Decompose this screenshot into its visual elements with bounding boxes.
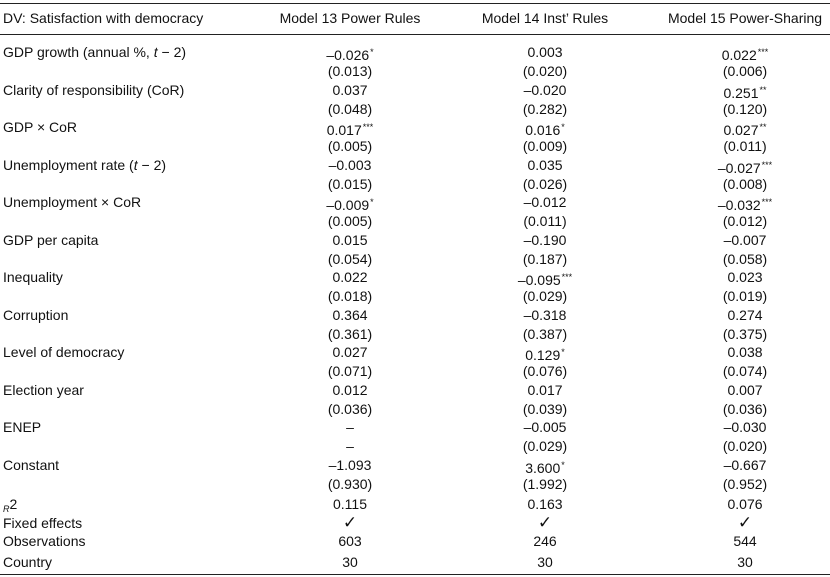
standard-error: (0.015) — [327, 176, 373, 192]
model-15-header: Model 15 Power-Sharing — [667, 10, 823, 26]
footer-value: 30 — [537, 554, 553, 570]
standard-error: (0.387) — [522, 326, 568, 342]
standard-error: (0.282) — [522, 101, 568, 117]
footer-value: 30 — [342, 554, 358, 570]
model-14-header: Model 14 Inst’ Rules — [481, 10, 609, 26]
standard-error: (0.361) — [327, 326, 373, 342]
standard-error: (0.019) — [722, 288, 768, 304]
standard-error: (0.008) — [722, 176, 768, 192]
coefficient: –0.026* — [326, 47, 374, 63]
coefficient: 0.274 — [727, 307, 763, 323]
footer-value: 0.115 — [333, 496, 367, 512]
significance-stars: *** — [761, 197, 773, 207]
coefficient: 0.129* — [525, 347, 565, 363]
standard-error: (0.375) — [722, 326, 768, 342]
coefficient: 3.600* — [525, 460, 565, 476]
coefficient: 0.017 — [527, 382, 563, 398]
coefficient: –0.009* — [326, 197, 374, 213]
coefficient: 0.027 — [332, 344, 368, 360]
standard-error: (0.036) — [327, 401, 373, 417]
standard-error: (0.187) — [522, 251, 568, 267]
footer-value: 603 — [338, 533, 362, 549]
significance-stars: *** — [561, 272, 573, 282]
row-label: Unemployment × CoR — [3, 194, 142, 210]
standard-error: (0.018) — [327, 288, 373, 304]
significance-stars: * — [370, 47, 374, 57]
row-label: Inequality — [3, 269, 63, 285]
significance-stars: *** — [761, 160, 773, 170]
footer-value: 0.163 — [527, 496, 563, 512]
coefficient: 0.012 — [332, 382, 368, 398]
footer-value: 246 — [533, 533, 557, 549]
significance-stars: ** — [759, 85, 767, 95]
coefficient: –0.012 — [523, 194, 567, 210]
standard-error: (0.071) — [327, 363, 373, 379]
row-label: Corruption — [3, 307, 69, 323]
coefficient: –0.030 — [723, 419, 767, 435]
header-rule — [0, 34, 830, 35]
row-label: GDP growth (annual %, t − 2) — [3, 44, 187, 60]
dv-header: DV: Satisfaction with democracy — [3, 10, 204, 26]
footer-label: Country — [3, 554, 53, 570]
standard-error: (1.992) — [522, 476, 568, 492]
standard-error: (0.054) — [327, 251, 373, 267]
standard-error: (0.930) — [327, 476, 373, 492]
row-label: GDP × CoR — [3, 119, 78, 135]
row-label: Constant — [3, 457, 60, 473]
significance-stars: * — [561, 122, 565, 132]
coefficient: 0.037 — [332, 82, 368, 98]
footer-label: Fixed effects — [3, 515, 83, 531]
coefficient: 0.016* — [525, 122, 565, 138]
standard-error: (0.048) — [327, 101, 373, 117]
row-label: GDP per capita — [3, 232, 99, 248]
standard-error: – — [346, 438, 354, 454]
standard-error: (0.006) — [722, 63, 768, 79]
row-label: Level of democracy — [3, 344, 125, 360]
coefficient: – — [346, 419, 354, 435]
coefficient: 0.017*** — [326, 122, 374, 138]
footer-value: 544 — [733, 533, 757, 549]
row-label: Election year — [3, 382, 84, 398]
standard-error: (0.005) — [327, 213, 373, 229]
standard-error: (0.029) — [522, 288, 568, 304]
standard-error: (0.952) — [722, 476, 768, 492]
coefficient: –0.095*** — [517, 272, 573, 288]
coefficient: –1.093 — [328, 457, 372, 473]
significance-stars: *** — [757, 47, 769, 57]
standard-error: (0.120) — [722, 101, 768, 117]
coefficient: 0.023 — [727, 269, 763, 285]
table-top-rule — [0, 3, 830, 4]
footer-value: ✓ — [342, 513, 358, 532]
footer-value: 30 — [737, 554, 753, 570]
coefficient: 0.035 — [527, 157, 563, 173]
coefficient: –0.020 — [523, 82, 567, 98]
standard-error: (0.026) — [522, 176, 568, 192]
coefficient: –0.667 — [723, 457, 767, 473]
coefficient: 0.251** — [723, 85, 767, 101]
footer-label: $_R$2 — [3, 496, 18, 514]
significance-stars: * — [561, 347, 565, 357]
coefficient: –0.032*** — [717, 197, 773, 213]
model-13-header: Model 13 Power Rules — [279, 10, 421, 26]
coefficient: 0.022 — [332, 269, 368, 285]
significance-stars: ** — [759, 122, 767, 132]
coefficient: –0.005 — [523, 419, 567, 435]
standard-error: (0.076) — [522, 363, 568, 379]
row-label: Unemployment rate (t − 2) — [3, 157, 167, 173]
standard-error: (0.020) — [722, 438, 768, 454]
table-bottom-rule — [0, 574, 830, 575]
coefficient: –0.027*** — [717, 160, 773, 176]
footer-value: ✓ — [737, 513, 753, 532]
coefficient: 0.003 — [527, 44, 563, 60]
standard-error: (0.013) — [327, 63, 373, 79]
coefficient: –0.318 — [523, 307, 567, 323]
standard-error: (0.020) — [522, 63, 568, 79]
coefficient: –0.003 — [328, 157, 372, 173]
standard-error: (0.039) — [522, 401, 568, 417]
coefficient: 0.022*** — [721, 47, 769, 63]
footer-value: 0.076 — [727, 496, 763, 512]
coefficient: –0.007 — [723, 232, 767, 248]
footer-value: ✓ — [537, 513, 553, 532]
row-label: Clarity of responsibility (CoR) — [3, 82, 185, 98]
significance-stars: *** — [362, 122, 374, 132]
coefficient: 0.007 — [727, 382, 763, 398]
standard-error: (0.005) — [327, 138, 373, 154]
coefficient: 0.038 — [727, 344, 763, 360]
coefficient: –0.190 — [523, 232, 567, 248]
standard-error: (0.029) — [522, 438, 568, 454]
standard-error: (0.058) — [722, 251, 768, 267]
coefficient: 0.015 — [332, 232, 368, 248]
standard-error: (0.012) — [722, 213, 768, 229]
coefficient: 0.364 — [332, 307, 368, 323]
standard-error: (0.011) — [723, 138, 767, 154]
coefficient: 0.027** — [723, 122, 767, 138]
significance-stars: * — [370, 197, 374, 207]
row-label: ENEP — [3, 419, 42, 435]
significance-stars: * — [561, 460, 565, 470]
standard-error: (0.036) — [722, 401, 768, 417]
footer-label: Observations — [3, 533, 86, 549]
standard-error: (0.009) — [522, 138, 568, 154]
standard-error: (0.011) — [523, 213, 567, 229]
standard-error: (0.074) — [722, 363, 768, 379]
